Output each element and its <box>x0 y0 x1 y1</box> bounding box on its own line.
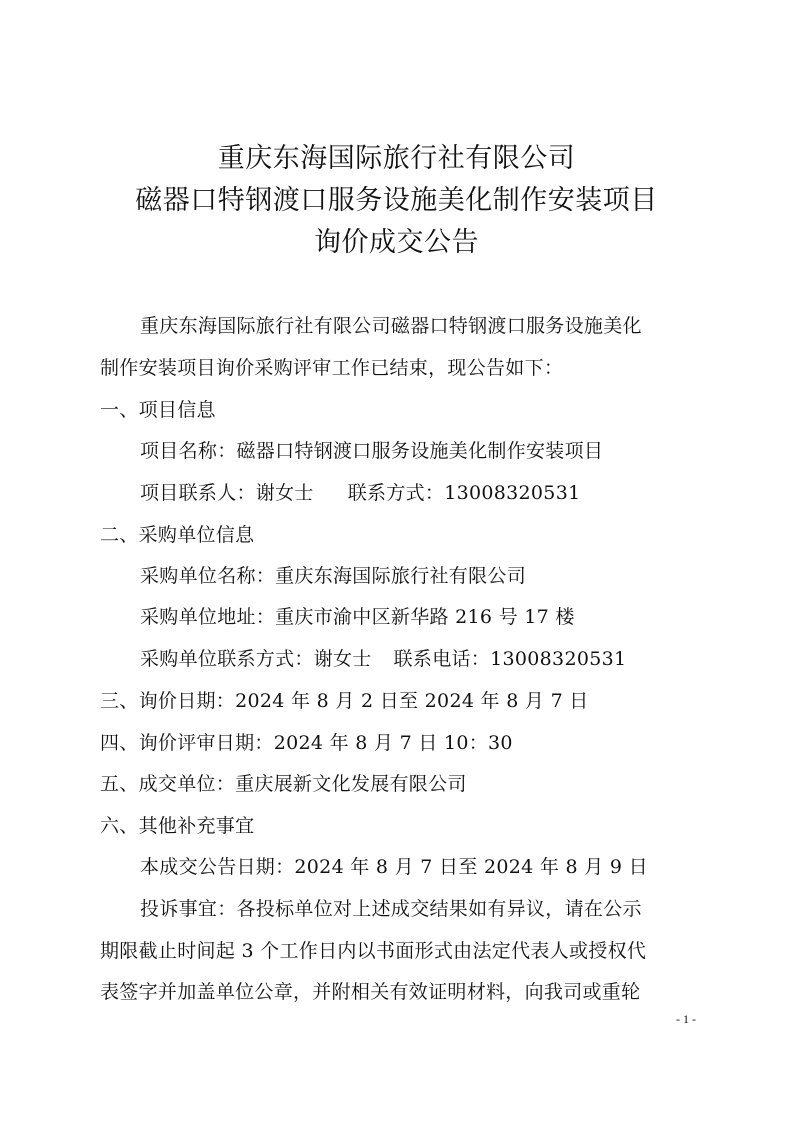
complaint-line-2: 期限截止时间起 3 个工作日内以书面形式由法定代表人或授权代 <box>100 940 647 962</box>
project-name: 项目名称：磁器口特钢渡口服务设施美化制作安装项目 <box>140 440 604 462</box>
title-company: 重庆东海国际旅行社有限公司 <box>217 143 576 174</box>
complaint-line-1: 投诉事宜：各投标单位对上述成交结果如有异议，请在公示 <box>140 898 642 920</box>
project-contact-row <box>140 478 580 505</box>
title-project: 磁器口特钢渡口服务设施美化制作安装项目 <box>135 185 658 216</box>
intro-line-1: 重庆东海国际旅行社有限公司磁器口特钢渡口服务设施美化 <box>140 315 642 337</box>
page-number: - 1 - <box>676 1012 696 1026</box>
purchaser-phone: 联系电话：13008320531 <box>393 648 627 670</box>
section-purchaser-heading: 二、采购单位信息 <box>100 524 255 546</box>
project-contact-person: 项目联系人：谢女士 <box>140 482 314 504</box>
review-date: 四、询价评审日期：2024 年 8 月 7 日 10：30 <box>100 732 513 754</box>
notice-date: 本成交公告日期：2024 年 8 月 7 日至 2024 年 8 月 9 日 <box>140 856 648 878</box>
inquiry-date: 三、询价日期：2024 年 8 月 2 日至 2024 年 8 月 7 日 <box>100 690 589 712</box>
purchaser-name: 采购单位名称：重庆东海国际旅行社有限公司 <box>140 565 527 587</box>
complaint-line-3: 表签字并加盖单位公章，并附相关有效证明材料，向我司或重轮 <box>100 981 641 1003</box>
intro-line-2: 制作安装项目询价采购评审工作已结束，现公告如下： <box>100 357 564 379</box>
title-announcement: 询价成交公告 <box>314 227 479 258</box>
section-project-info-heading: 一、项目信息 <box>100 399 216 421</box>
section-other-heading: 六、其他补充事宜 <box>100 815 255 837</box>
purchaser-address: 采购单位地址：重庆市渝中区新华路 216 号 17 楼 <box>140 606 575 628</box>
purchaser-contact-row <box>140 644 626 671</box>
winning-unit: 五、成交单位：重庆展新文化发展有限公司 <box>100 773 467 795</box>
purchaser-contact: 采购单位联系方式：谢女士 <box>140 648 372 670</box>
project-contact-method: 联系方式：13008320531 <box>347 482 581 504</box>
